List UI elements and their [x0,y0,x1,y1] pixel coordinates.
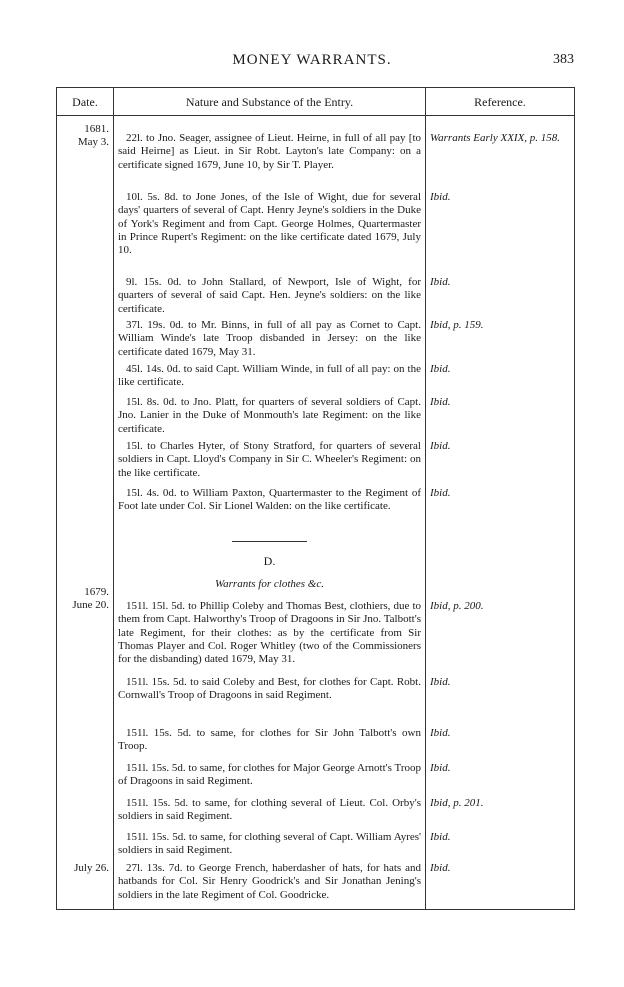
entry-text: 151l. 15s. 5d. to same, for clothing several of Lieut. Col. Orby's soldiers in said Regiment. [118,797,421,823]
header-nature: Nature and Substance of the Entry. [185,95,354,109]
reference-text: Ibid, p. 201. [430,797,484,809]
header-reference: Reference. [474,95,526,109]
column-rule [113,88,114,909]
entry-reference [430,676,572,689]
reference-text: Ibid. [430,676,451,688]
entry-text: 151l. 15s. 5d. to same, for clothes for Major George Arnott's Troop of Dragoons in said Regiment. [118,762,421,788]
entry-reference [430,276,572,289]
reference-text: Ibid. [430,762,451,774]
entry-text: 37l. 19s. 0d. to Mr. Binns, in full of all pay as Cornet to Capt. William Winde's late Troop disbanded in Jersey: on the like certificate dated 1679, May 31. [118,319,421,358]
entry-text: 45l. 14s. 0d. to said Capt. William Winde, in full of all pay: on the like certificate. [118,363,421,389]
header-date: Date. [72,95,98,109]
section-letter: D. [263,554,276,568]
reference-text: Ibid, p. 159. [430,319,484,331]
reference-text: Ibid. [430,487,451,499]
reference-text: Ibid, p. 200. [430,600,484,612]
entry-text: 15l. to Charles Hyter, of Stony Stratford, for quarters of several soldiers in Capt. Lloyd's Company in Sir C. Wheeler's Regiment: on the like certificate. [118,440,421,479]
reference-text: Ibid. [430,440,451,452]
entry-text: 15l. 4s. 0d. to William Paxton, Quartermaster to the Regiment of Foot late under Col. Sir Lionel Walden: on the like certificate. [118,487,421,513]
column-rule [425,88,426,909]
reference-text: Ibid. [430,396,451,408]
entry-reference [430,396,572,409]
entry-text: 27l. 13s. 7d. to George French, haberdasher of hats, for hats and hatbands for Col. Sir Henry Goodrick's and Sir Jonathan Jening's soldiers in the late Regiment of Col. Goodricke. [118,862,421,901]
entry-reference [430,319,572,332]
entry-reference [430,440,572,453]
entry-reference [430,727,572,740]
reference-text: Ibid. [430,831,451,843]
entry-text: 22l. to Jno. Seager, assignee of Lieut. Heirne, in full of all pay [to said Heirne] as Lieut. in Sir Robt. Layton's late Company: on a certificate signed 1679, June 10, by Sir T. Player. [118,132,421,171]
reference-text: Ibid. [430,191,451,203]
entry-date [57,862,109,875]
section-divider [232,541,307,542]
entry-text: 151l. 15l. 5d. to Phillip Coleby and Thomas Best, clothiers, due to them from Capt. Halworthy's Troop of Dragoons in Sir Jno. Talbott's late Regiment, for their clothes: as by the certificate from Sir Thomas Player and Col. Roger Whitley (two of the Commissioners for the disbanding) dated 1679, May 31. [118,600,421,666]
warrants-table [56,87,575,910]
reference-text: Ibid. [430,276,451,288]
entry-text: 151l. 15s. 5d. to said Coleby and Best, for clothes for Capt. Robt. Cornwall's Troop of Dragoons in said Regiment. [118,676,421,702]
reference-text: Warrants Early XXIX, p. 158. [430,132,561,144]
entry-text: 10l. 5s. 8d. to Jone Jones, of the Isle of Wight, due for several days' quarters of several of Capt. Henry Jeyne's soldiers in the Duke of York's Regiment and from Capt. George Holmes, Quartermaster in Prince Rupert's Regiment: on the like certificate dated 1679, July 10. [118,191,421,257]
reference-text: Ibid. [430,862,451,874]
date-day: May 3. [77,136,109,149]
entry-reference [430,862,572,875]
entry-reference [430,132,572,145]
section-title: Warrants for clothes &c. [215,578,324,590]
entry-reference [430,762,572,775]
date-year: 1681. [84,123,109,135]
entry-text: 151l. 15s. 5d. to same, for clothing several of Capt. William Ayres' soldiers in said Regiment. [118,831,421,857]
running-title: MONEY WARRANTS. [232,52,392,68]
entry-reference [430,363,572,376]
reference-text: Ibid. [430,363,451,375]
entry-reference [430,831,572,844]
entry-reference [430,191,572,204]
entry-date [57,123,109,150]
table-header-row [57,88,574,116]
entry-text: 9l. 15s. 0d. to John Stallard, of Newport, Isle of Wight, for quarters of several of said Capt. Hen. Jeyne's soldiers: on the like certificate. [118,276,421,315]
reference-text: Ibid. [430,727,451,739]
entry-reference [430,600,572,613]
page-number: 383 [553,52,574,67]
date-day: July 26. [74,862,109,874]
entry-reference [430,487,572,500]
entry-date [57,586,109,613]
date-year: 1679. [84,586,109,598]
date-day: June 20. [72,599,109,612]
entry-text: 15l. 8s. 0d. to Jno. Platt, for quarters of several soldiers of Capt. Jno. Lanier in the Duke of Monmouth's late Regiment: on the like certificate. [118,396,421,435]
entry-reference [430,797,572,810]
entry-text: 151l. 15s. 5d. to same, for clothes for Sir John Talbott's own Troop. [118,727,421,753]
